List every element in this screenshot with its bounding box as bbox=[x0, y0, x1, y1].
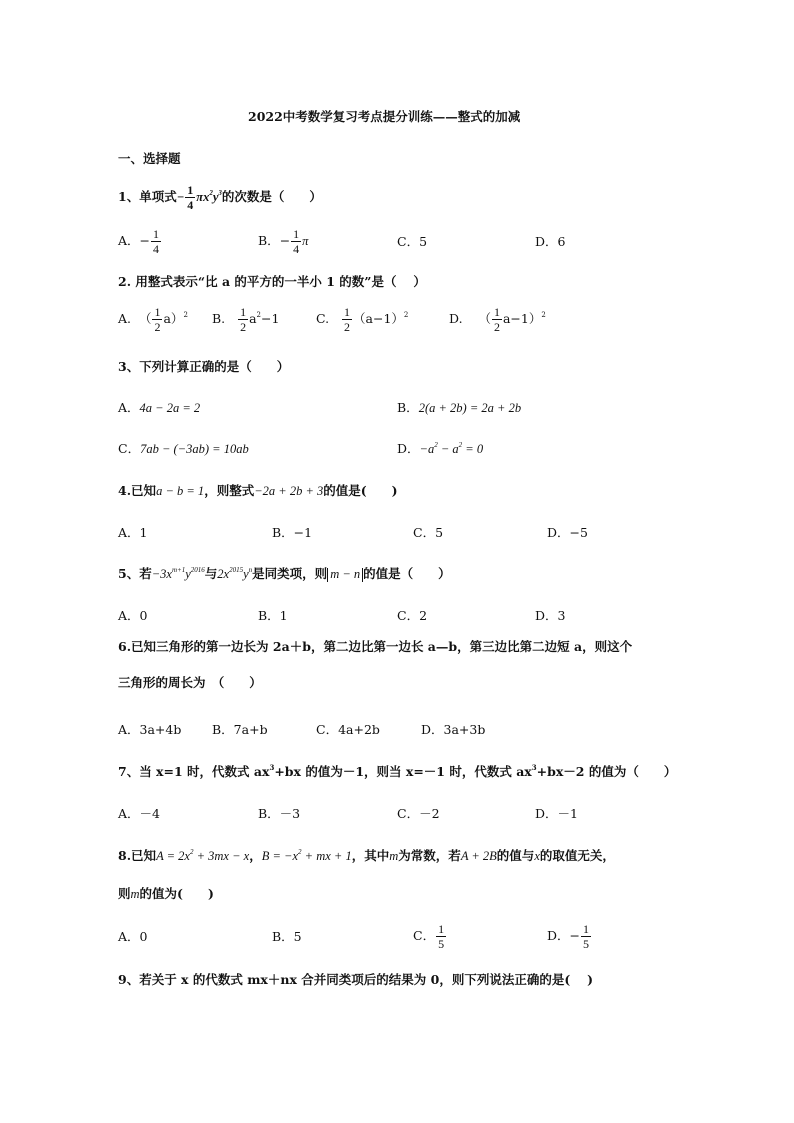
q8-option-d[interactable]: D．− $\frac{1}{5}$ bbox=[547, 922, 590, 951]
q7-option-c[interactable]: C．－2 bbox=[397, 806, 440, 821]
q3-option-b[interactable]: B．2(a + 2b) = 2a + 2b bbox=[397, 400, 522, 415]
question-4: 4.已知a − b = 1，则整式−2a + 2b + 3的值是( ) bbox=[118, 483, 398, 498]
q4-option-b[interactable]: B．−1 bbox=[272, 525, 313, 540]
q3-option-a[interactable]: A．4a − 2a = 2 bbox=[118, 400, 201, 415]
question-9: 9、若关于 x 的代数式 mx＋nx 合并同类项后的结果为 0，则下列说法正确的是( ) bbox=[118, 972, 594, 987]
q1-option-c[interactable]: C．5 bbox=[397, 234, 428, 249]
question-6-line2: 三角形的周长为 （ ） bbox=[118, 675, 262, 690]
question-1: 1、单项式− $\frac{1}{4}$ $\pi x^2y^3$的次数是（ ） bbox=[118, 183, 322, 212]
q6-option-d[interactable]: D．3a+3b bbox=[421, 722, 486, 737]
q6-option-c[interactable]: C．4a+2b bbox=[316, 722, 380, 737]
q5-option-b[interactable]: B．1 bbox=[258, 608, 288, 623]
q2-option-b[interactable]: B. $\frac{1}{2}$ $a^2-1$ bbox=[212, 305, 280, 334]
q7-option-b[interactable]: B．－3 bbox=[258, 806, 301, 821]
q8-option-a[interactable]: A．0 bbox=[118, 929, 148, 944]
q5-option-c[interactable]: C．2 bbox=[397, 608, 428, 623]
q1-option-a[interactable]: A．− $\frac{1}{4}$ bbox=[118, 227, 160, 256]
question-3: 3、下列计算正确的是（ ） bbox=[118, 359, 290, 374]
q1-option-b[interactable]: B．− $\frac{1}{4}$ π bbox=[258, 227, 309, 256]
question-8-line2: 则m的值为( ) bbox=[118, 886, 214, 901]
q7-option-d[interactable]: D．－1 bbox=[535, 806, 578, 821]
q2-option-c[interactable]: C. $\frac{1}{2}$ $(a-1)^2$ bbox=[316, 305, 409, 334]
q7-option-a[interactable]: A．－4 bbox=[118, 806, 160, 821]
question-8-line1: 8.已知$A = 2x^2 + 3mx - x$，$B = -x^2$ + mx + 1，其中m为常数，若A + 2B的值与x的取值无关， bbox=[118, 848, 615, 863]
q4-option-d[interactable]: D．−5 bbox=[547, 525, 588, 540]
q8-option-b[interactable]: B．5 bbox=[272, 929, 302, 944]
q6-option-a[interactable]: A．3a+4b bbox=[118, 722, 182, 737]
q3-option-d[interactable]: D．$-a^2 - a^2 = 0$ bbox=[397, 441, 484, 456]
q8-option-c[interactable]: C． $\frac{1}{5}$ bbox=[413, 922, 445, 951]
q5-option-a[interactable]: A．0 bbox=[118, 608, 148, 623]
q5-option-d[interactable]: D．3 bbox=[535, 608, 566, 623]
q6-option-b[interactable]: B．7a+b bbox=[212, 722, 268, 737]
section-heading: 一、选择题 bbox=[118, 151, 181, 166]
question-7: 7、当 x=1 时，代数式 $ax^3+bx$ 的值为－1，则当 x=－1 时，代数式 $ax^3+bx-2$ 的值为（ ） bbox=[118, 763, 677, 779]
q2-option-a[interactable]: A. （ $\frac{1}{2}$ a）$^2$ bbox=[118, 305, 188, 334]
q1-option-d[interactable]: D．6 bbox=[535, 234, 566, 249]
q3-option-c[interactable]: C．7ab − (−3ab) = 10ab bbox=[118, 441, 249, 456]
page-title: 2022中考数学复习考点提分训练——整式的加减 bbox=[248, 109, 521, 124]
question-2: 2. 用整式表示“比 a 的平方的一半小 1 的数”是（ ） bbox=[118, 274, 426, 289]
q4-option-a[interactable]: A．1 bbox=[118, 525, 148, 540]
question-5: 5、若$-3x^{m+1}y^{2016}$与$2x^{2015}y^n$是同类项，则 m − n 的值是（ ） bbox=[118, 566, 451, 581]
q2-option-d[interactable]: D. （ $\frac{1}{2}$ a−1）$^2$ bbox=[449, 305, 546, 334]
question-6-line1: 6.已知三角形的第一边长为 2a＋b，第二边比第一边长 a—b，第三边比第二边短 a，则这个 bbox=[118, 639, 633, 654]
q4-option-c[interactable]: C．5 bbox=[413, 525, 444, 540]
